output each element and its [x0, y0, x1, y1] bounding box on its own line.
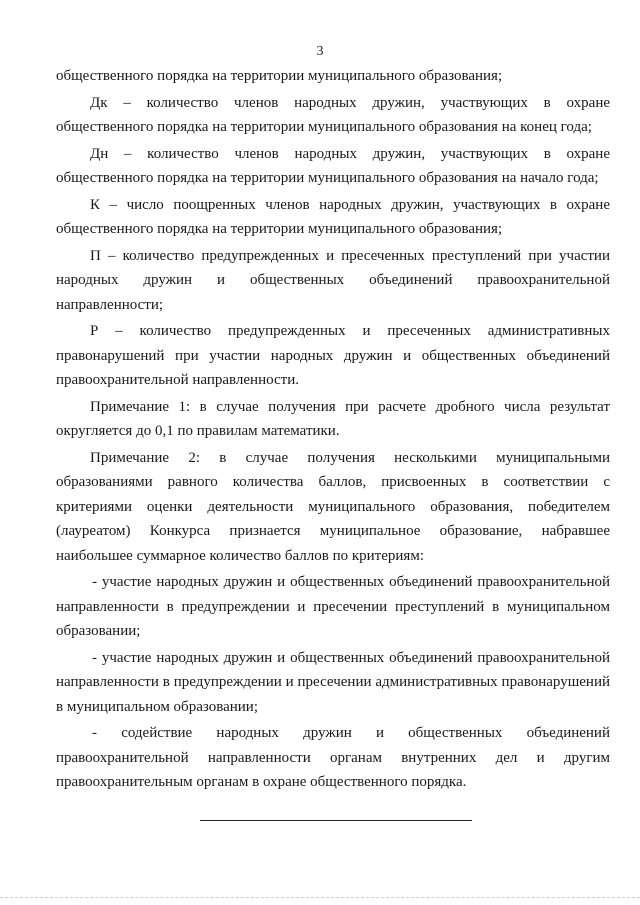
- page-number: 3: [316, 44, 324, 59]
- paragraph-note-2: Примечание 2: в случае получения несколькими муниципальными образованиями равного количества баллов, присвоенных в соответствии с критериями оценки деятельности муниципального образования, победителем (лауреатом) Конкурса признается муниципальное образование, набравшее наибольшее суммарное количество баллов по критериям:: [56, 449, 610, 564]
- paragraph-note-1: Примечание 1: в случае получения при расчете дробного числа результат округляется до 0,1 по правилам математики.: [56, 398, 610, 439]
- paragraph-p-definition: П – количество предупрежденных и пресеченных преступлений при участии народных дружин и общественных объединений правоохранительной направленности;: [56, 247, 610, 313]
- closing-rule: [200, 820, 472, 821]
- scan-edge-artifact: [0, 897, 640, 900]
- paragraph-dk-definition: Дк – количество членов народных дружин, участвующих в охране общественного порядка на территории муниципального образования на конец года;: [56, 94, 610, 135]
- criteria-item-offenses: - участие народных дружин и общественных объединений правоохранительной направленности в предупреждении и пресечении административных правонарушений в муниципальном образовании;: [56, 649, 610, 715]
- paragraph-k-definition: К – число поощренных членов народных дружин, участвующих в охране общественного порядка на территории муниципального образования;: [56, 196, 610, 237]
- paragraph-dn-definition: Дн – количество членов народных дружин, участвующих в охране общественного порядка на территории муниципального образования на начало года;: [56, 145, 610, 186]
- criteria-item-crimes: - участие народных дружин и общественных объединений правоохранительной направленности в предупреждении и пресечении преступлений в муниципальном образовании;: [56, 574, 610, 639]
- criteria-item-assistance: - содействие народных дружин и общественных объединений правоохранительной направленности органам внутренних дел и другим правоохранительным органам в охране общественного порядка.: [56, 725, 610, 790]
- paragraph-r-definition: Р – количество предупрежденных и пресеченных административных правонарушений при участии народных дружин и общественных объединений правоохранительной направленности.: [56, 323, 610, 388]
- document-body: [56, 64, 610, 795]
- paragraph-continuation: общественного порядка на территории муниципального образования;: [56, 68, 503, 84]
